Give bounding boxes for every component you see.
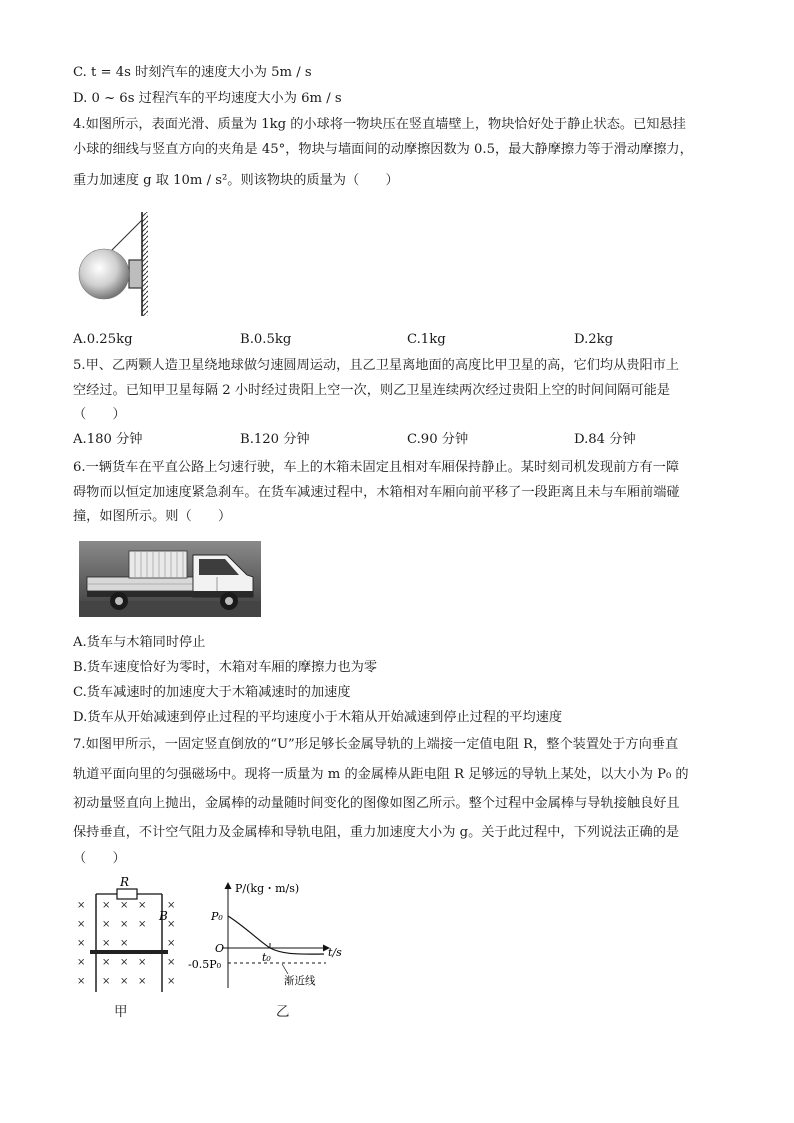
q6-stem-line: 撞，如图所示。则（ ） (73, 509, 232, 524)
q7-stem-line: （ ） (73, 851, 126, 866)
q6-truck-photo (79, 541, 261, 617)
q6-option-d: D.货车从开始减速到停止过程的平均速度小于木箱从开始减速到停止过程的平均速度 (73, 710, 563, 725)
svg-text:×: × (120, 957, 129, 968)
q5-option-b: B.120 分钟 (240, 432, 310, 447)
svg-text:×: × (102, 919, 111, 930)
q7-stem-line: 7.如图甲所示，一固定竖直倒放的“U”形足够长金属导轨的上端接一定值电阻 R，整个装置处于方向垂直 (73, 737, 679, 752)
q4-option-c: C.1kg (407, 332, 446, 347)
q7-rail-figure (70, 874, 190, 994)
svg-text:×: × (167, 900, 176, 911)
q4-stem-line: 重力加速度 g 取 10m / s²。则该物块的质量为（ ） (73, 173, 399, 188)
svg-text:×: × (102, 957, 111, 968)
svg-text:×: × (102, 938, 111, 949)
q4-stem-line: 小球的细线与竖直方向的夹角是 45°，物块与墙面间的动摩擦因数为 0.5，最大静摩擦力等于滑动摩擦力， (73, 142, 693, 157)
svg-text:×: × (167, 957, 176, 968)
svg-text:×: × (77, 919, 86, 930)
q6-stem-line: 6.一辆货车在平直公路上匀速行驶，车上的木箱未固定且相对车厢保持静止。某时刻司机发现前方有一障 (73, 460, 680, 475)
q6-stem-line: 碍物而以恒定加速度紧急刹车。在货车减速过程中，木箱相对车厢向前平移了一段距离且未与车厢前端碰 (73, 485, 680, 500)
q7-momentum-graph (188, 878, 363, 996)
svg-text:×: × (167, 919, 176, 930)
neg-half-p0-label: -0.5P₀ (188, 958, 222, 971)
asymptote-label: 渐近线 (284, 975, 316, 987)
svg-text:×: × (120, 919, 129, 930)
svg-text:×: × (138, 976, 147, 987)
q4-option-a: A.0.25kg (73, 332, 133, 347)
svg-text:×: × (102, 976, 111, 987)
svg-text:×: × (167, 938, 176, 949)
svg-text:×: × (77, 976, 86, 987)
q5-stem-line: 5.甲、乙两颗人造卫星绕地球做匀速圆周运动，且乙卫星离地面的高度比甲卫星的高，它们均从贵阳市上 (73, 358, 680, 373)
q7-stem-line: 保持垂直，不计空气阻力及金属棒和导轨电阻，重力加速度大小为 g。关于此过程中，下列说法正确的是 (73, 825, 680, 840)
p0-label: P₀ (211, 910, 223, 923)
fig-b-caption: 乙 (276, 1004, 290, 1020)
svg-text:×: × (77, 900, 86, 911)
field-label: B (159, 909, 168, 923)
svg-text:×: × (138, 957, 147, 968)
svg-text:×: × (77, 938, 86, 949)
t0-label: t₀ (262, 951, 271, 964)
y-axis-label: P/(kg・m/s) (235, 882, 300, 895)
svg-text:×: × (167, 976, 176, 987)
q5-option-c: C.90 分钟 (407, 432, 469, 447)
q3-option-c: C. t = 4s 时刻汽车的速度大小为 5m / s (73, 65, 312, 80)
q5-stem-line: 空经过。已知甲卫星每隔 2 小时经过贵阳上空一次，则乙卫星连续两次经过贵阳上空的时间间隔可能是 (73, 383, 671, 398)
svg-text:×: × (102, 900, 111, 911)
q4-option-b: B.0.5kg (240, 332, 292, 347)
q6-option-c: C.货车减速时的加速度大于木箱减速时的加速度 (73, 685, 351, 700)
origin-label: O (215, 942, 225, 955)
t-axis-label: t/s (328, 946, 342, 959)
fig-a-caption: 甲 (114, 1004, 128, 1020)
q6-option-a: A.货车与木箱同时停止 (73, 635, 206, 650)
q5-stem-line: （ ） (73, 407, 126, 422)
q4-stem-line: 4.如图所示，表面光滑、质量为 1kg 的小球将一物块压在竖直墙壁上，物块恰好处于静止状态。已知悬挂 (73, 117, 686, 132)
svg-text:×: × (138, 919, 147, 930)
svg-text:×: × (120, 900, 129, 911)
q4-ball-block-figure (76, 208, 166, 318)
q6-option-b: B.货车速度恰好为零时，木箱对车厢的摩擦力也为零 (73, 660, 378, 675)
q4-option-d: D.2kg (574, 332, 614, 347)
resistor-label: R (120, 875, 130, 889)
svg-text:×: × (138, 900, 147, 911)
q3-option-d: D. 0 ~ 6s 过程汽车的平均速度大小为 6m / s (73, 91, 342, 106)
q5-option-d: D.84 分钟 (574, 432, 636, 447)
svg-text:×: × (77, 957, 86, 968)
q7-stem-line: 初动量竖直向上抛出，金属棒的动量随时间变化的图像如图乙所示。整个过程中金属棒与导轨接触良好且 (73, 796, 680, 811)
svg-text:×: × (120, 938, 129, 949)
q7-stem-line: 轨道平面向里的匀强磁场中。现将一质量为 m 的金属棒从距电阻 R 足够远的导轨上某处，以大小为 P₀ 的 (73, 767, 689, 782)
q5-option-a: A.180 分钟 (73, 432, 143, 447)
svg-text:×: × (120, 976, 129, 987)
